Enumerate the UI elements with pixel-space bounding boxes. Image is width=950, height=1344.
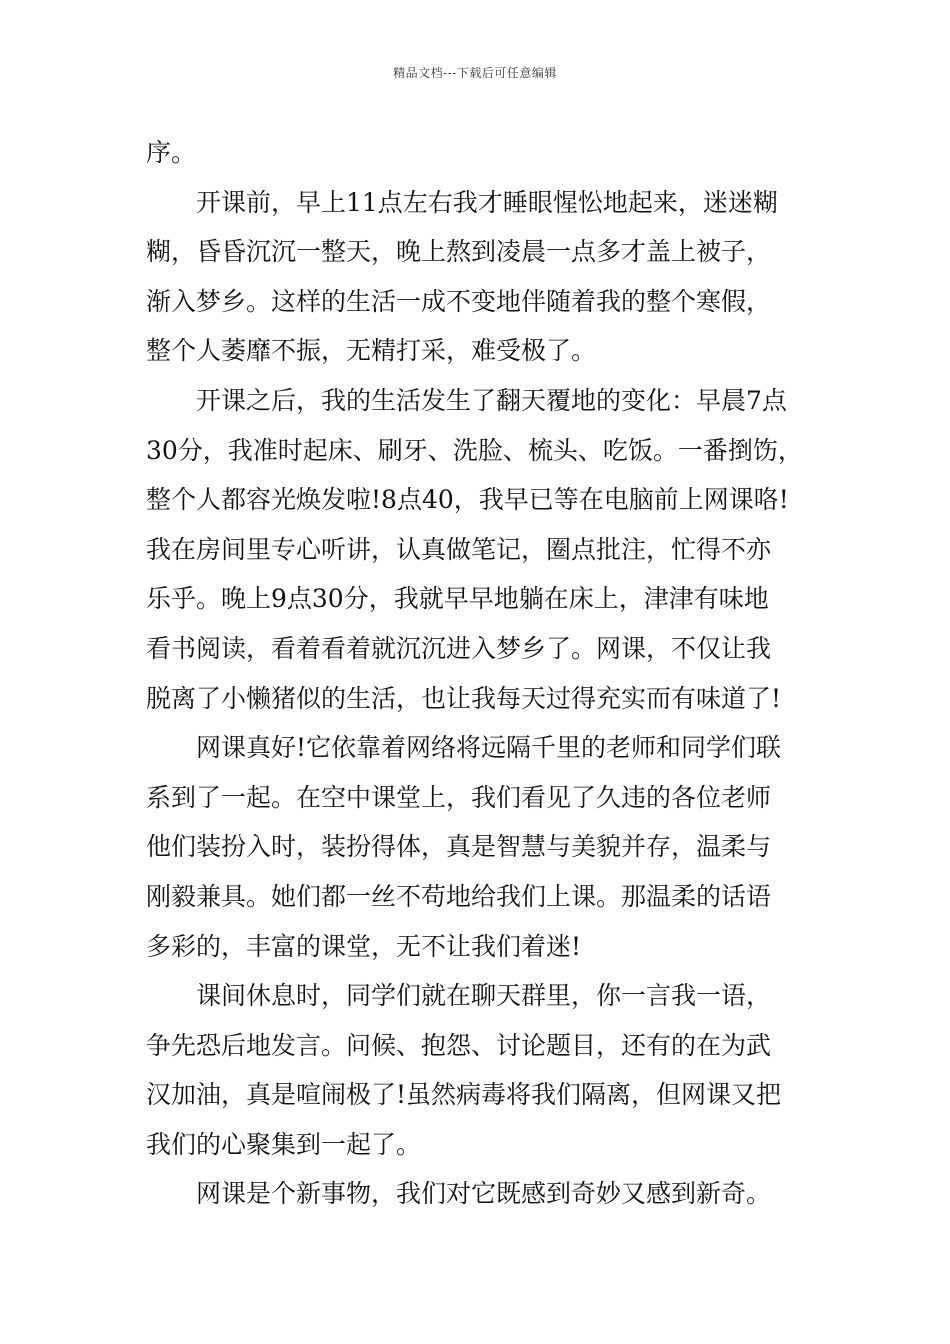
text-line: 我在房间里专心听讲，认真做笔记，圈点批注，忙得不亦 [146, 534, 772, 564]
text-line: 网课是个新事物，我们对它既感到奇妙又感到新奇。 [196, 1179, 772, 1209]
text-line: 整个人都容光焕发啦!8点40，我早已等在电脑前上网课咯! [146, 485, 789, 515]
text-line: 汉加油，真是喧闹极了!虽然病毒将我们隔离，但网课又把 [146, 1080, 782, 1110]
text-line: 序。 [146, 138, 197, 167]
text-line: 网课真好!它依靠着网络将远隔千里的老师和同学们联 [196, 733, 782, 763]
text-line: 渐入梦乡。这样的生活一成不变地伴随着我的整个寒假， [146, 286, 772, 316]
text-line: 刚毅兼具。她们都一丝不苟地给我们上课。那温柔的话语 [146, 881, 772, 911]
text-line: 系到了一起。在空中课堂上，我们看见了久违的各位老师 [146, 782, 772, 812]
page-header: 精品文档---下载后可任意编辑 [393, 66, 557, 80]
text-line: 争先恐后地发言。问候、抱怨、讨论题目，还有的在为武 [146, 1030, 772, 1060]
text-line: 开课前，早上11点左右我才睡眼惺忪地起来，迷迷糊 [196, 187, 778, 217]
text-line: 开课之后，我的生活发生了翻天覆地的变化：早晨7点 [196, 385, 787, 415]
text-line: 课间休息时，同学们就在聊天群里，你一言我一语， [196, 981, 772, 1011]
document-body [146, 128, 836, 1219]
text-line: 我们的心聚集到一起了。 [146, 1129, 422, 1159]
text-line: 乐乎。晚上9点30分，我就早早地躺在床上，津津有味地 [146, 584, 769, 614]
text-line: 看书阅读，看着看着就沉沉进入梦乡了。网课，不仅让我 [146, 633, 772, 663]
text-line: 糊，昏昏沉沉一整天，晚上熬到凌晨一点多才盖上被子， [146, 237, 772, 267]
text-line: 30分，我准时起床、刷牙、洗脸、梳头、吃饭。一番捯饬， [146, 435, 803, 465]
text-line: 他们装扮入时，装扮得体，真是智慧与美貌并存，温柔与 [146, 832, 772, 862]
text-line: 脱离了小懒猪似的生活，也让我每天过得充实而有味道了! [146, 683, 782, 713]
text-line: 整个人萎靡不振，无精打采，难受极了。 [146, 336, 597, 366]
text-line: 多彩的，丰富的课堂，无不让我们着迷! [146, 931, 582, 961]
